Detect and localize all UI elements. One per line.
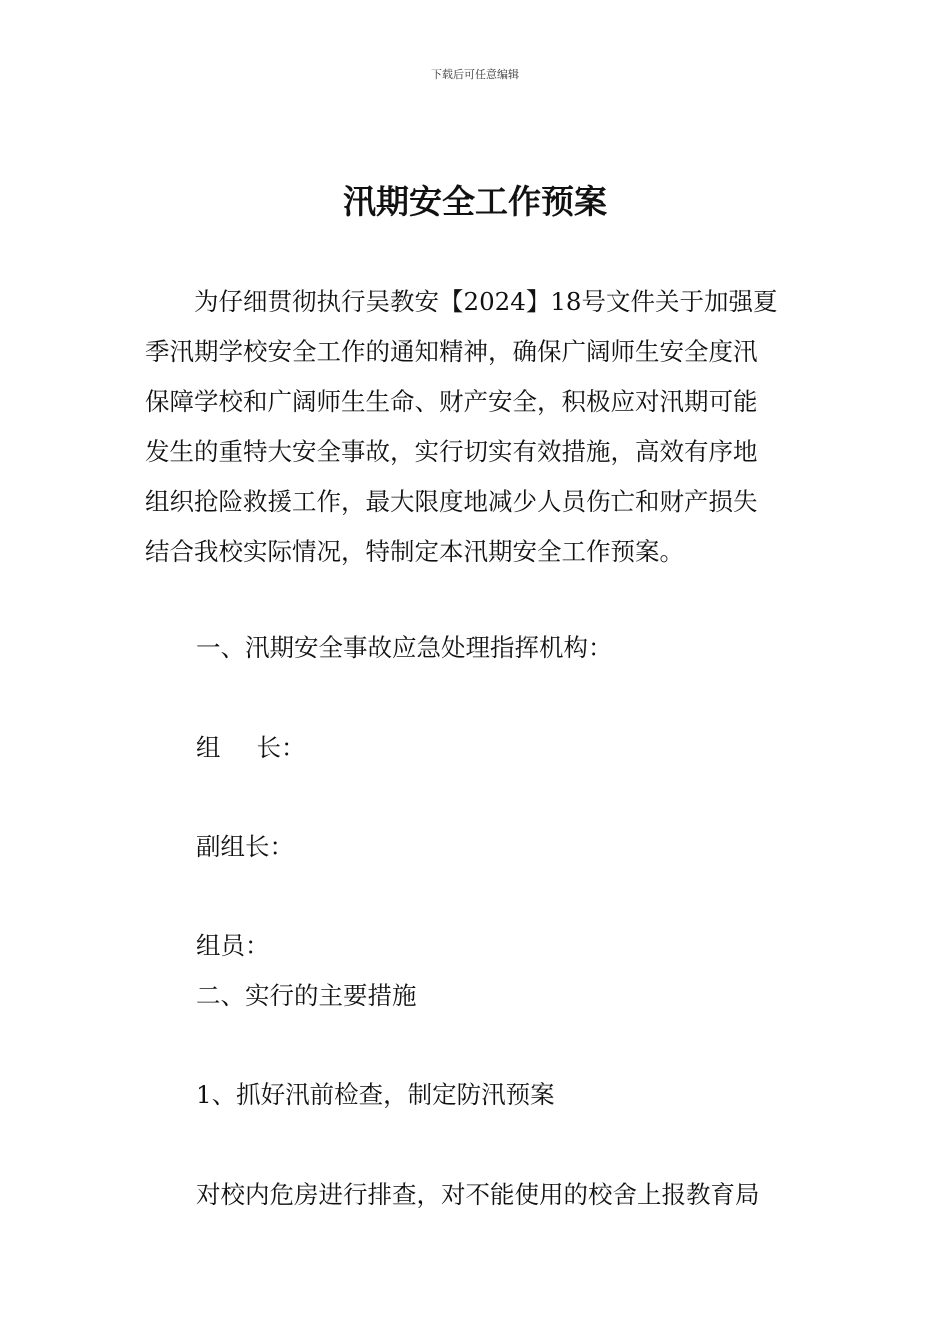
- intro-line: 组织抢险救援工作，最大限度地减少人员伤亡和财产损失: [145, 487, 758, 516]
- intro-line: 保障学校和广阔师生生命、财产安全，积极应对汛期可能: [145, 387, 758, 416]
- leader-label-part-a: 组: [196, 733, 221, 762]
- intro-line: 为仔细贯彻执行吴教安【2024】18号文件关于加强夏: [194, 287, 778, 316]
- document-title: 汛期安全工作预案: [343, 182, 607, 221]
- deputy-leader-label: 副组长：: [196, 832, 294, 861]
- item1-text: 对校内危房进行排查，对不能使用的校舍上报教育局: [196, 1180, 760, 1209]
- leader-label-part-b: 长：: [256, 733, 306, 762]
- leader-label: [196, 733, 306, 763]
- header-note: 下载后可任意编辑: [431, 68, 519, 81]
- intro-line: 发生的重特大安全事故，实行切实有效措施，高效有序地: [145, 437, 758, 466]
- item1-heading: 1、抓好汛前检查，制定防汛预案: [196, 1080, 555, 1109]
- intro-line: 结合我校实际情况，特制定本汛期安全工作预案。: [145, 537, 684, 566]
- section2-heading: 二、实行的主要措施: [196, 981, 417, 1010]
- intro-paragraph: [145, 277, 807, 577]
- intro-line: 季汛期学校安全工作的通知精神，确保广阔师生安全度汛: [145, 337, 758, 366]
- section1-heading: 一、汛期安全事故应急处理指挥机构：: [196, 633, 613, 662]
- members-label: 组员：: [196, 931, 270, 960]
